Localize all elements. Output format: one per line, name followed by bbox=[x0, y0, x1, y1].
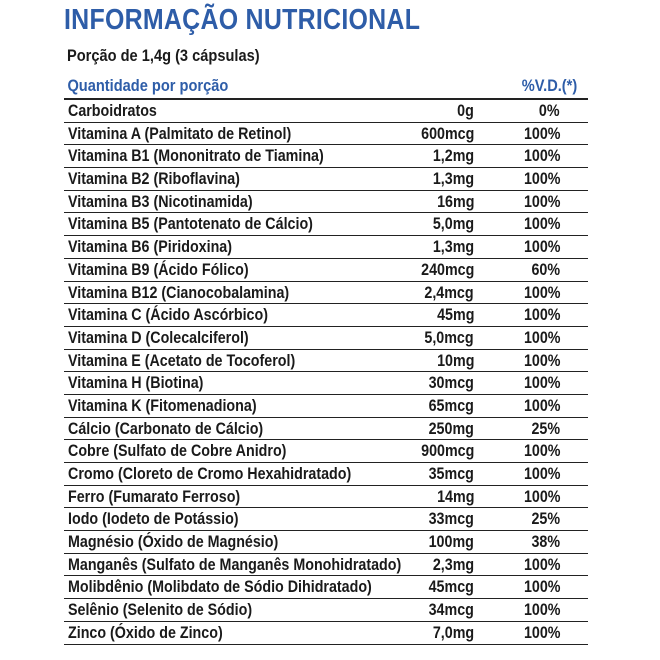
table-row bbox=[64, 259, 588, 282]
nutrient-daily-value: 100% bbox=[523, 554, 560, 574]
nutrient-quantity: 45mcg bbox=[428, 577, 474, 597]
nutrient-name: Vitamina D (Colecalciferol) bbox=[68, 327, 249, 347]
nutrient-name: Vitamina H (Biotina) bbox=[68, 373, 204, 393]
nutrient-daily-value: 100% bbox=[523, 600, 560, 620]
nutrient-daily-value: 100% bbox=[523, 441, 560, 461]
nutrient-name: Iodo (Iodeto de Potássio) bbox=[68, 509, 239, 529]
table-row bbox=[64, 168, 588, 191]
nutrient-quantity: 1,3mg bbox=[432, 169, 474, 189]
table-row bbox=[64, 463, 588, 486]
nutrient-quantity: 33mcg bbox=[428, 509, 474, 529]
page-title: INFORMAÇÃO NUTRICIONAL bbox=[64, 4, 421, 36]
table-row bbox=[64, 350, 588, 373]
nutrient-name: Cálcio (Carbonato de Cálcio) bbox=[68, 418, 264, 438]
nutrient-name: Vitamina K (Fitomenadiona) bbox=[68, 395, 257, 415]
nutrient-name: Vitamina E (Acetato de Tocoferol) bbox=[68, 350, 296, 370]
nutrient-name: Cobre (Sulfato de Cobre Anidro) bbox=[68, 441, 287, 461]
nutrient-daily-value: 25% bbox=[531, 509, 560, 529]
nutrient-quantity: 45mg bbox=[436, 305, 474, 325]
nutrient-quantity: 1,2mg bbox=[432, 146, 474, 166]
nutrient-daily-value: 100% bbox=[523, 622, 560, 642]
nutrient-daily-value: 100% bbox=[523, 486, 560, 506]
table-row bbox=[64, 213, 588, 236]
nutrient-name: Vitamina C (Ácido Ascórbico) bbox=[68, 305, 268, 325]
table-row bbox=[64, 372, 588, 395]
nutrient-name: Ferro (Fumarato Ferroso) bbox=[68, 486, 241, 506]
table-row bbox=[64, 622, 588, 645]
nutrient-daily-value: 60% bbox=[531, 259, 560, 279]
table-row bbox=[64, 236, 588, 259]
nutrient-name: Zinco (Óxido de Zinco) bbox=[68, 622, 223, 642]
nutrient-name: Vitamina B12 (Cianocobalamina) bbox=[68, 282, 290, 302]
nutrient-name: Magnésio (Óxido de Magnésio) bbox=[68, 532, 279, 552]
table-body bbox=[64, 100, 588, 645]
table-row bbox=[64, 191, 588, 214]
nutrient-daily-value: 100% bbox=[523, 282, 560, 302]
table-header bbox=[64, 73, 588, 100]
nutrient-quantity: 7,0mg bbox=[432, 622, 474, 642]
nutrient-name: Cromo (Cloreto de Cromo Hexahidratado) bbox=[68, 464, 352, 483]
nutrient-name: Manganês (Sulfato de Manganês Monohidratado) bbox=[68, 554, 402, 574]
table-row bbox=[64, 440, 588, 463]
table-row bbox=[64, 145, 588, 168]
table-row bbox=[64, 100, 588, 123]
nutrient-daily-value: 100% bbox=[523, 237, 560, 257]
nutrient-daily-value: 100% bbox=[523, 373, 560, 393]
nutrient-name: Vitamina B5 (Pantotenato de Cálcio) bbox=[68, 214, 313, 234]
header-quantity: Quantidade por porção bbox=[67, 75, 229, 95]
nutrient-quantity: 65mcg bbox=[428, 395, 474, 415]
nutrient-daily-value: 100% bbox=[523, 214, 560, 234]
nutrient-name: Vitamina A (Palmitato de Retinol) bbox=[68, 123, 292, 143]
nutrition-table bbox=[64, 73, 588, 645]
nutrient-name: Vitamina B9 (Ácido Fólico) bbox=[68, 259, 249, 279]
nutrient-name: Vitamina B1 (Mononitrato de Tiamina) bbox=[68, 146, 324, 166]
nutrient-quantity: 240mcg bbox=[420, 259, 474, 279]
nutrient-daily-value: 100% bbox=[523, 464, 560, 483]
nutrient-quantity: 600mcg bbox=[420, 123, 474, 143]
nutrient-quantity: 900mcg bbox=[420, 441, 474, 461]
nutrient-daily-value: 100% bbox=[523, 350, 560, 370]
nutrient-daily-value: 100% bbox=[523, 305, 560, 325]
header-daily-value: %V.D.(*) bbox=[522, 75, 578, 95]
nutrient-quantity: 5,0mcg bbox=[424, 327, 474, 347]
table-row bbox=[64, 554, 588, 577]
table-row bbox=[64, 599, 588, 622]
table-row bbox=[64, 304, 588, 327]
nutrient-quantity: 10mg bbox=[436, 350, 474, 370]
nutrient-quantity: 35mcg bbox=[428, 464, 474, 483]
table-row bbox=[64, 395, 588, 418]
table-row bbox=[64, 123, 588, 146]
nutrient-name: Vitamina B6 (Piridoxina) bbox=[68, 237, 232, 257]
table-row bbox=[64, 418, 588, 441]
nutrient-name: Vitamina B2 (Riboflavina) bbox=[68, 169, 240, 189]
nutrient-name: Molibdênio (Molibdato de Sódio Dihidratado) bbox=[68, 577, 372, 597]
nutrient-quantity: 100mg bbox=[428, 532, 474, 552]
nutrient-daily-value: 100% bbox=[523, 169, 560, 189]
table-row bbox=[64, 576, 588, 599]
nutrient-daily-value: 100% bbox=[523, 327, 560, 347]
table-row bbox=[64, 327, 588, 350]
nutrient-name: Vitamina B3 (Nicotinamida) bbox=[68, 191, 253, 211]
portion-size: Porção de 1,4g (3 cápsulas) bbox=[67, 46, 260, 65]
table-row bbox=[64, 531, 588, 554]
nutrient-daily-value: 0% bbox=[539, 101, 560, 120]
nutrient-daily-value: 38% bbox=[531, 532, 560, 552]
nutrient-daily-value: 100% bbox=[523, 191, 560, 211]
nutrient-quantity: 250mg bbox=[428, 418, 474, 438]
nutrient-quantity: 14mg bbox=[436, 486, 474, 506]
nutrient-quantity: 5,0mg bbox=[432, 214, 474, 234]
nutrient-quantity: 34mcg bbox=[428, 600, 474, 620]
table-row bbox=[64, 486, 588, 509]
nutrient-daily-value: 100% bbox=[523, 123, 560, 143]
nutrient-quantity: 16mg bbox=[436, 191, 474, 211]
nutrient-name: Carboidratos bbox=[68, 101, 157, 120]
nutrient-daily-value: 100% bbox=[523, 577, 560, 597]
nutrient-quantity: 1,3mg bbox=[432, 237, 474, 257]
nutrient-quantity: 2,4mcg bbox=[424, 282, 474, 302]
nutrient-name: Selênio (Selenito de Sódio) bbox=[68, 600, 253, 620]
nutrient-daily-value: 25% bbox=[531, 418, 560, 438]
table-row bbox=[64, 282, 588, 305]
nutrient-daily-value: 100% bbox=[523, 146, 560, 166]
nutrient-quantity: 2,3mg bbox=[432, 554, 474, 574]
nutrient-quantity: 0g bbox=[457, 101, 474, 120]
table-row bbox=[64, 508, 588, 531]
nutrient-quantity: 30mcg bbox=[428, 373, 474, 393]
nutrient-daily-value: 100% bbox=[523, 395, 560, 415]
